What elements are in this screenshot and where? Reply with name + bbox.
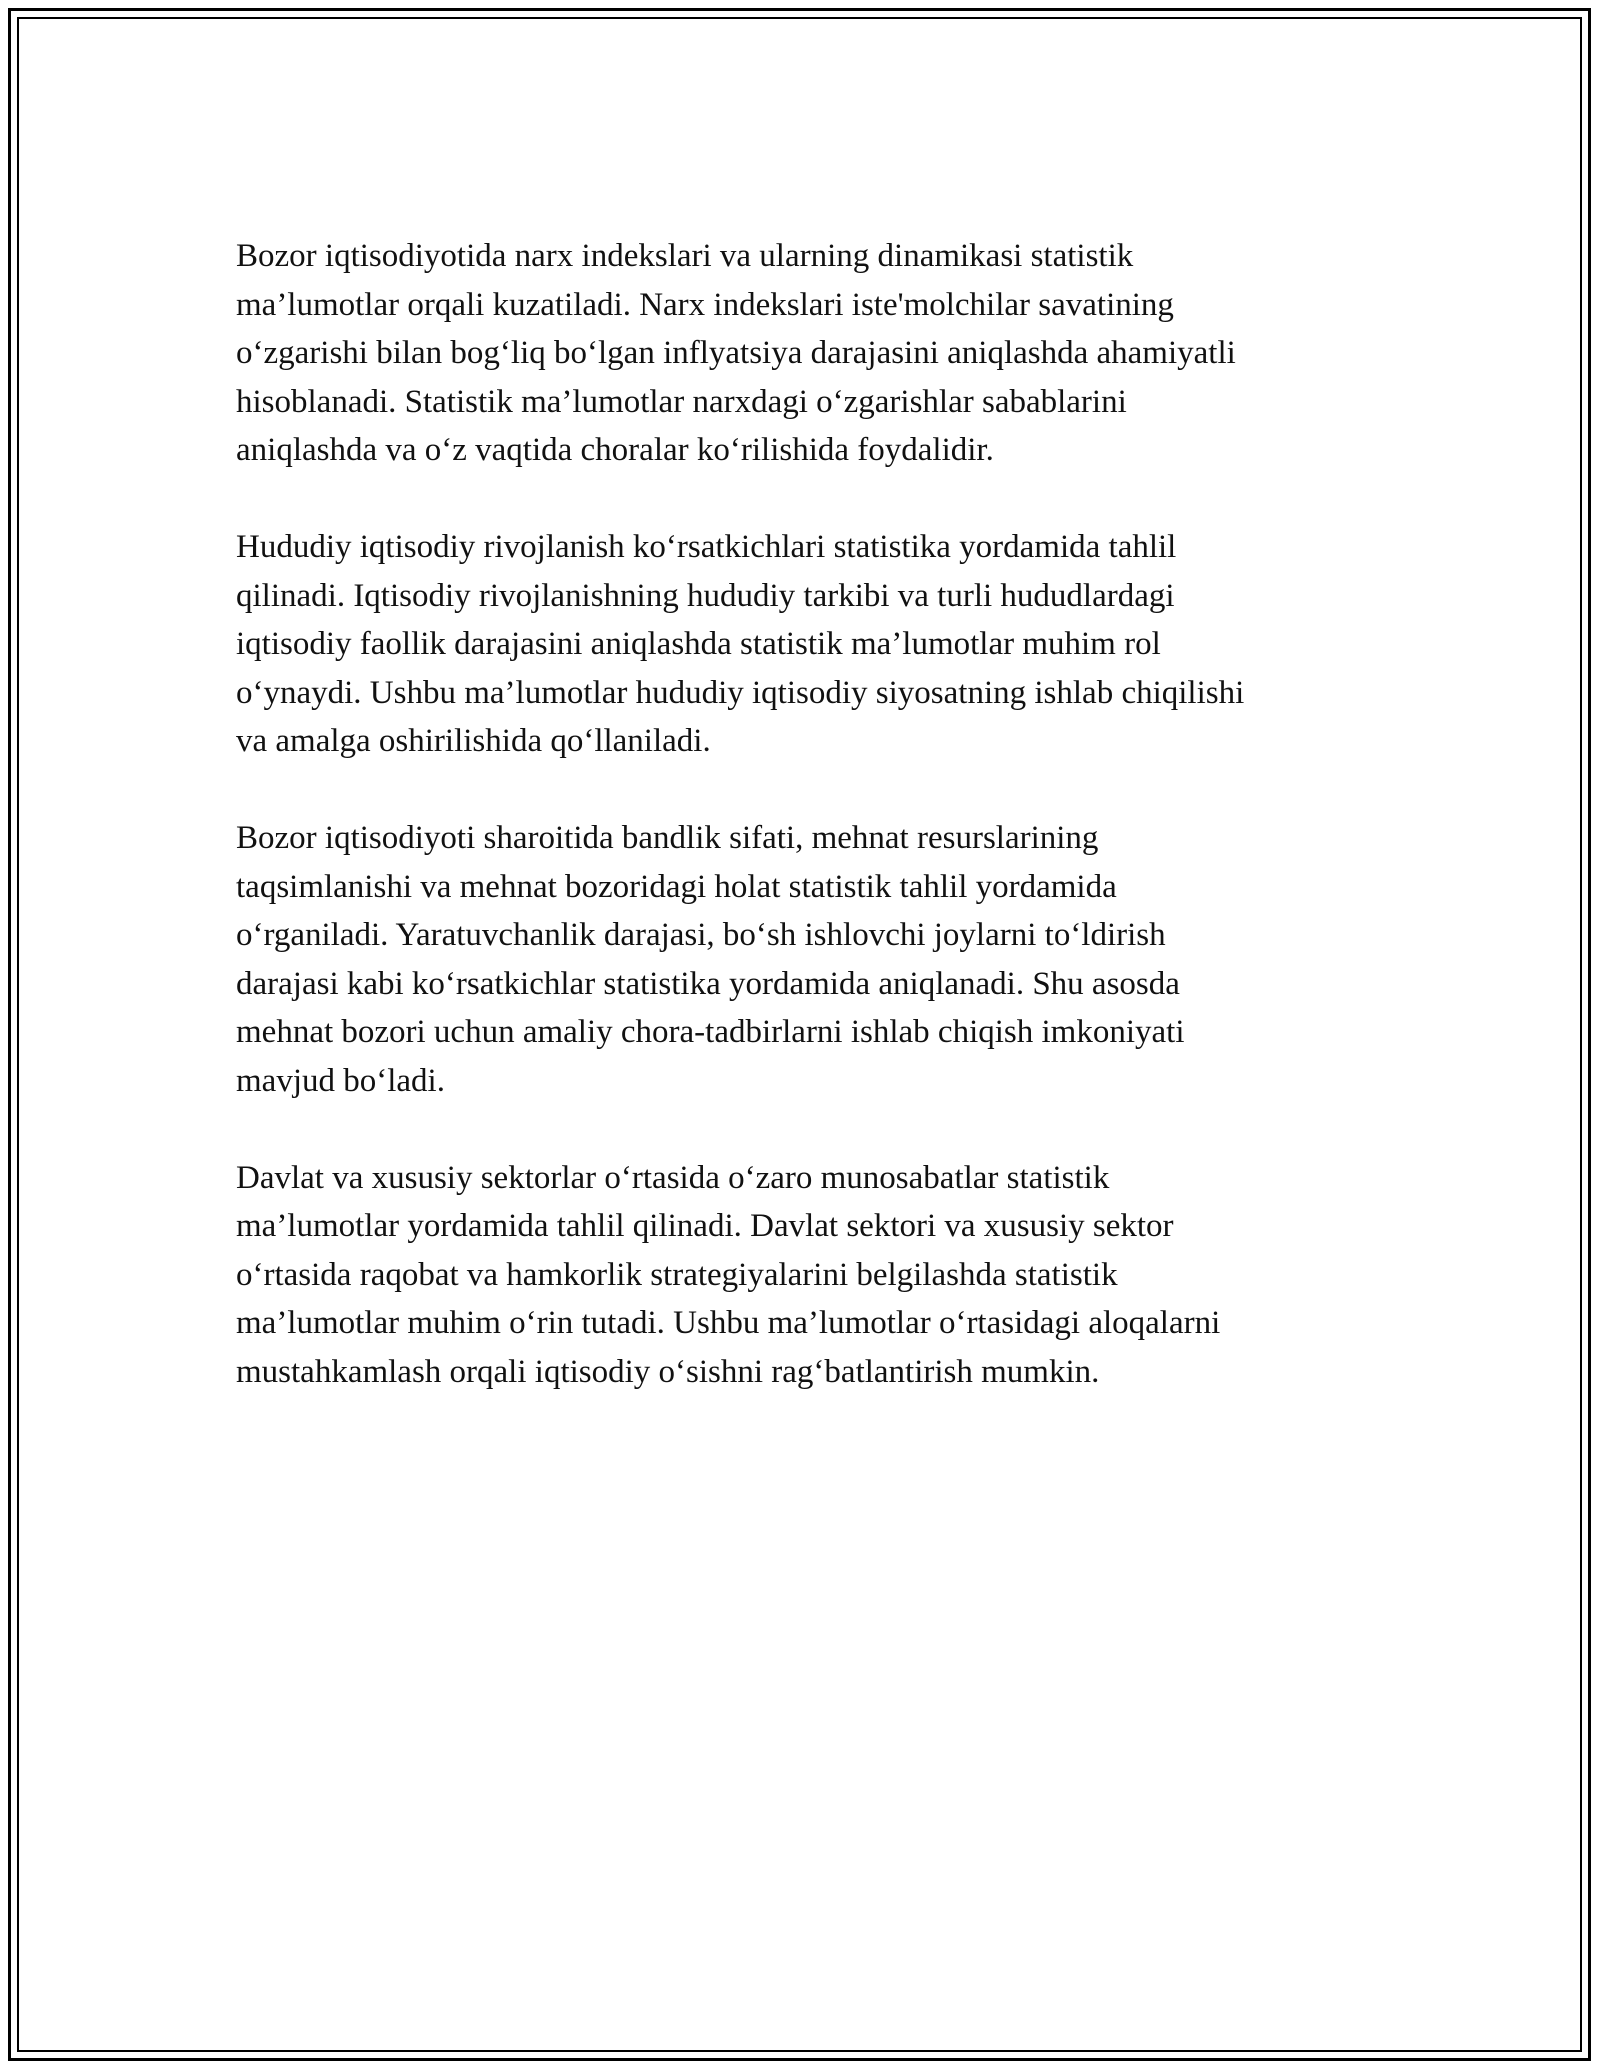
document-body (236, 232, 1366, 1445)
text-line: va amalga oshirilishida qo‘llaniladi. (236, 723, 711, 759)
text-line: Hududiy iqtisodiy rivojlanish ko‘rsatkichlari statistika yordamida tahlil (236, 529, 1177, 565)
text-line: ma’lumotlar orqali kuzatiladi. Narx indekslari iste'molchilar savatining (236, 286, 1174, 323)
text-line: darajasi kabi ko‘rsatkichlar statistika yordamida aniqlanadi. Shu asosda (236, 965, 1180, 1002)
text-line: iqtisodiy faollik darajasini aniqlashda statistik ma’lumotlar muhim rol (236, 626, 1161, 662)
text-line: hisoblanadi. Statistik ma’lumotlar narxdagi o‘zgarishlar sabablarini (236, 383, 1127, 420)
text-line: ma’lumotlar yordamida tahlil qilinadi. Davlat sektori va xususiy sektor (236, 1208, 1174, 1244)
text-line: Davlat va xususiy sektorlar o‘rtasida o‘zaro munosabatlar statistik (236, 1159, 1110, 1196)
text-line: mehnat bozori uchun amaliy chora-tadbirlarni ishlab chiqish imkoniyati (236, 1014, 1185, 1050)
paragraph-labor-market (236, 814, 1366, 1105)
text-line: mustahkamlash orqali iqtisodiy o‘sishni rag‘batlantirish mumkin. (236, 1353, 1100, 1390)
paragraph-price-indices (236, 232, 1366, 475)
paragraph-public-private-sectors (236, 1154, 1366, 1397)
text-line: qilinadi. Iqtisodiy rivojlanishning hududiy tarkibi va turli hududlardagi (236, 577, 1175, 614)
paragraph-regional-development (236, 523, 1366, 766)
text-line: Bozor iqtisodiyoti sharoitida bandlik sifati, mehnat resurslarining (236, 820, 1099, 856)
text-line: o‘rganiladi. Yaratuvchanlik darajasi, bo‘sh ishlovchi joylarni to‘ldirish (236, 917, 1166, 953)
text-line: o‘rtasida raqobat va hamkorlik strategiyalarini belgilashda statistik (236, 1256, 1118, 1293)
text-line: aniqlashda va o‘z vaqtida choralar ko‘rilishida foydalidir. (236, 432, 994, 468)
text-line: Bozor iqtisodiyotida narx indekslari va ularning dinamikasi statistik (236, 238, 1134, 274)
text-line: mavjud bo‘ladi. (236, 1062, 445, 1099)
text-line: o‘zgarishi bilan bog‘liq bo‘lgan inflyatsiya darajasini aniqlashda ahamiyatli (236, 335, 1236, 371)
text-line: taqsimlanishi va mehnat bozoridagi holat statistik tahlil yordamida (236, 868, 1117, 905)
text-line: o‘ynaydi. Ushbu ma’lumotlar hududiy iqtisodiy siyosatning ishlab chiqilishi (236, 674, 1245, 711)
text-line: ma’lumotlar muhim o‘rin tutadi. Ushbu ma’lumotlar o‘rtasidagi aloqalarni (236, 1305, 1221, 1341)
